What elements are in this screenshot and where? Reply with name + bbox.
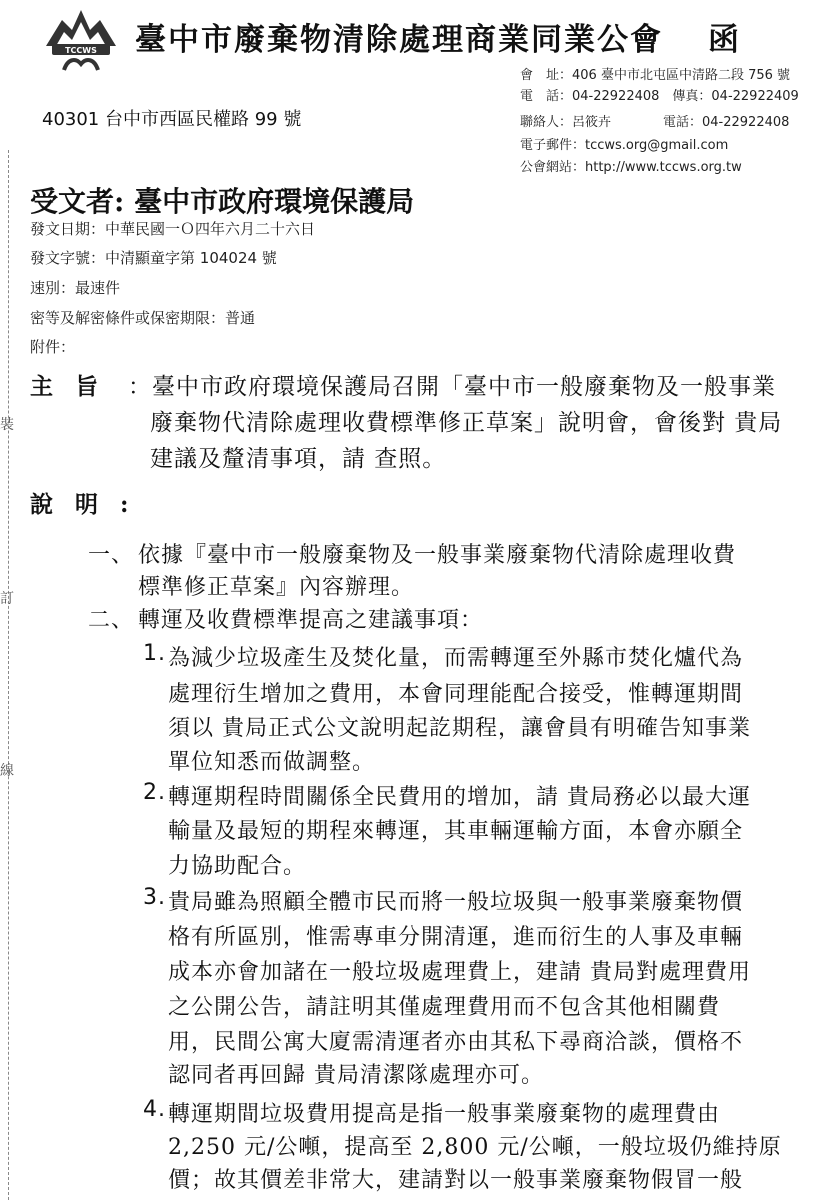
sub-item-line: 認同者再回歸 貴局清潔隊處理亦可。 xyxy=(168,1063,544,1088)
sub-item-line: 單位知悉而做調整。 xyxy=(168,750,376,775)
document-type: 函 xyxy=(708,22,739,58)
sub-item-line: 格有所區別，惟需專車分開清運，進而衍生的人事及車輛 xyxy=(168,925,744,950)
item-marker: 二、 xyxy=(88,608,135,633)
sub-item-line: 貴局雖為照顧全體市民而將一般垃圾與一般事業廢棄物價 xyxy=(168,890,744,915)
sub-item-line: 處理衍生增加之費用，本會同理能配合接受，惟轉運期間 xyxy=(168,682,744,707)
binding-dashed-line xyxy=(8,150,9,1200)
org-email: 電子郵件：tccws.org@gmail.com xyxy=(520,138,729,153)
speed-class: 速別：最速件 xyxy=(30,279,121,297)
sub-item-line: 為減少垃圾產生及焚化量，而需轉運至外縣市焚化爐代為 xyxy=(168,646,744,671)
sub-item-line: 輸量及最短的期程來轉運，其車輛運輸方面，本會亦願全 xyxy=(168,819,744,844)
item-line: 標準修正草案』內容辦理。 xyxy=(138,575,415,600)
sub-item-marker: 2. xyxy=(143,780,166,805)
item-marker: 一、 xyxy=(88,543,135,568)
sub-item-line: 須以 貴局正式公文說明起訖期程，讓會員有明確告知事業 xyxy=(168,716,751,741)
contact-person: 聯絡人：呂筱卉 電話：04-22922408 xyxy=(520,115,790,130)
sub-item-line: 轉運期間垃圾費用提高是指一般事業廢棄物的處理費由 xyxy=(168,1102,721,1127)
binding-mark: 線 xyxy=(0,763,14,779)
document-number: 發文字號：中清顯童字第 104024 號 xyxy=(30,249,277,267)
issue-date: 發文日期：中華民國一Ｏ四年六月二十六日 xyxy=(30,220,316,238)
recipient-line xyxy=(30,180,414,220)
org-phone-fax: 電 話：04-22922408 傳真：04-22922409 xyxy=(520,89,799,104)
sub-item-line: 成本亦會加諸在一般垃圾處理費上，建請 貴局對處理費用 xyxy=(168,960,751,985)
binding-mark: 裝 xyxy=(0,417,14,433)
sub-item-marker: 4. xyxy=(143,1097,166,1122)
sub-item-marker: 1. xyxy=(143,641,166,666)
subject-line: ：臺中市政府環境保護局召開「臺中市一般廢棄物及一般事業 xyxy=(128,374,776,400)
org-website: 公會網站：http://www.tccws.org.tw xyxy=(520,160,742,175)
sub-item-line: 力協助配合。 xyxy=(168,854,307,879)
sub-item-line: 之公開公告，請註明其僅處理費用而不包含其他相關費 xyxy=(168,995,721,1020)
recipient-label: 受文者: xyxy=(30,185,125,218)
item-line: 轉運及收費標準提高之建議事項： xyxy=(138,608,484,633)
subject-line: 建議及釐清事項，請 查照。 xyxy=(150,446,447,472)
org-title: 臺中市廢棄物清除處理商業同業公會 xyxy=(135,22,663,58)
association-logo xyxy=(42,6,120,72)
recipient-address: 40301 台中市西區民權路 99 號 xyxy=(42,109,302,130)
item-line: 依據『臺中市一般廢棄物及一般事業廢棄物代清除處理收費 xyxy=(138,543,737,568)
recipient-name: 臺中市政府環境保護局 xyxy=(134,185,415,218)
confidentiality: 密等及解密條件或保密期限：普通 xyxy=(30,309,256,327)
sub-item-line: 2,250 元/公噸，提高至 2,800 元/公噸，一般垃圾仍維持原 xyxy=(168,1135,782,1160)
attachment: 附件： xyxy=(30,338,76,356)
sub-item-marker: 3. xyxy=(143,885,166,910)
org-address: 會 址：406 臺中市北屯區中清路二段 756 號 xyxy=(520,68,791,83)
subject-label: 主旨 xyxy=(30,373,120,400)
sub-item-line: 用，民間公寓大廈需清運者亦由其私下尋商洽談，價格不 xyxy=(168,1030,744,1055)
subject-line: 廢棄物代清除處理收費標準修正草案」說明會，會後對 貴局 xyxy=(150,410,783,436)
explanation-label: 說明: xyxy=(30,491,151,518)
logo-text: TCCWS xyxy=(65,46,97,55)
sub-item-line: 價；故其價差非常大，建請對以一般事業廢棄物假冒一般 xyxy=(168,1168,744,1193)
binding-mark: 訂 xyxy=(0,591,14,607)
sub-item-line: 轉運期程時間關係全民費用的增加，請 貴局務必以最大運 xyxy=(168,785,751,810)
